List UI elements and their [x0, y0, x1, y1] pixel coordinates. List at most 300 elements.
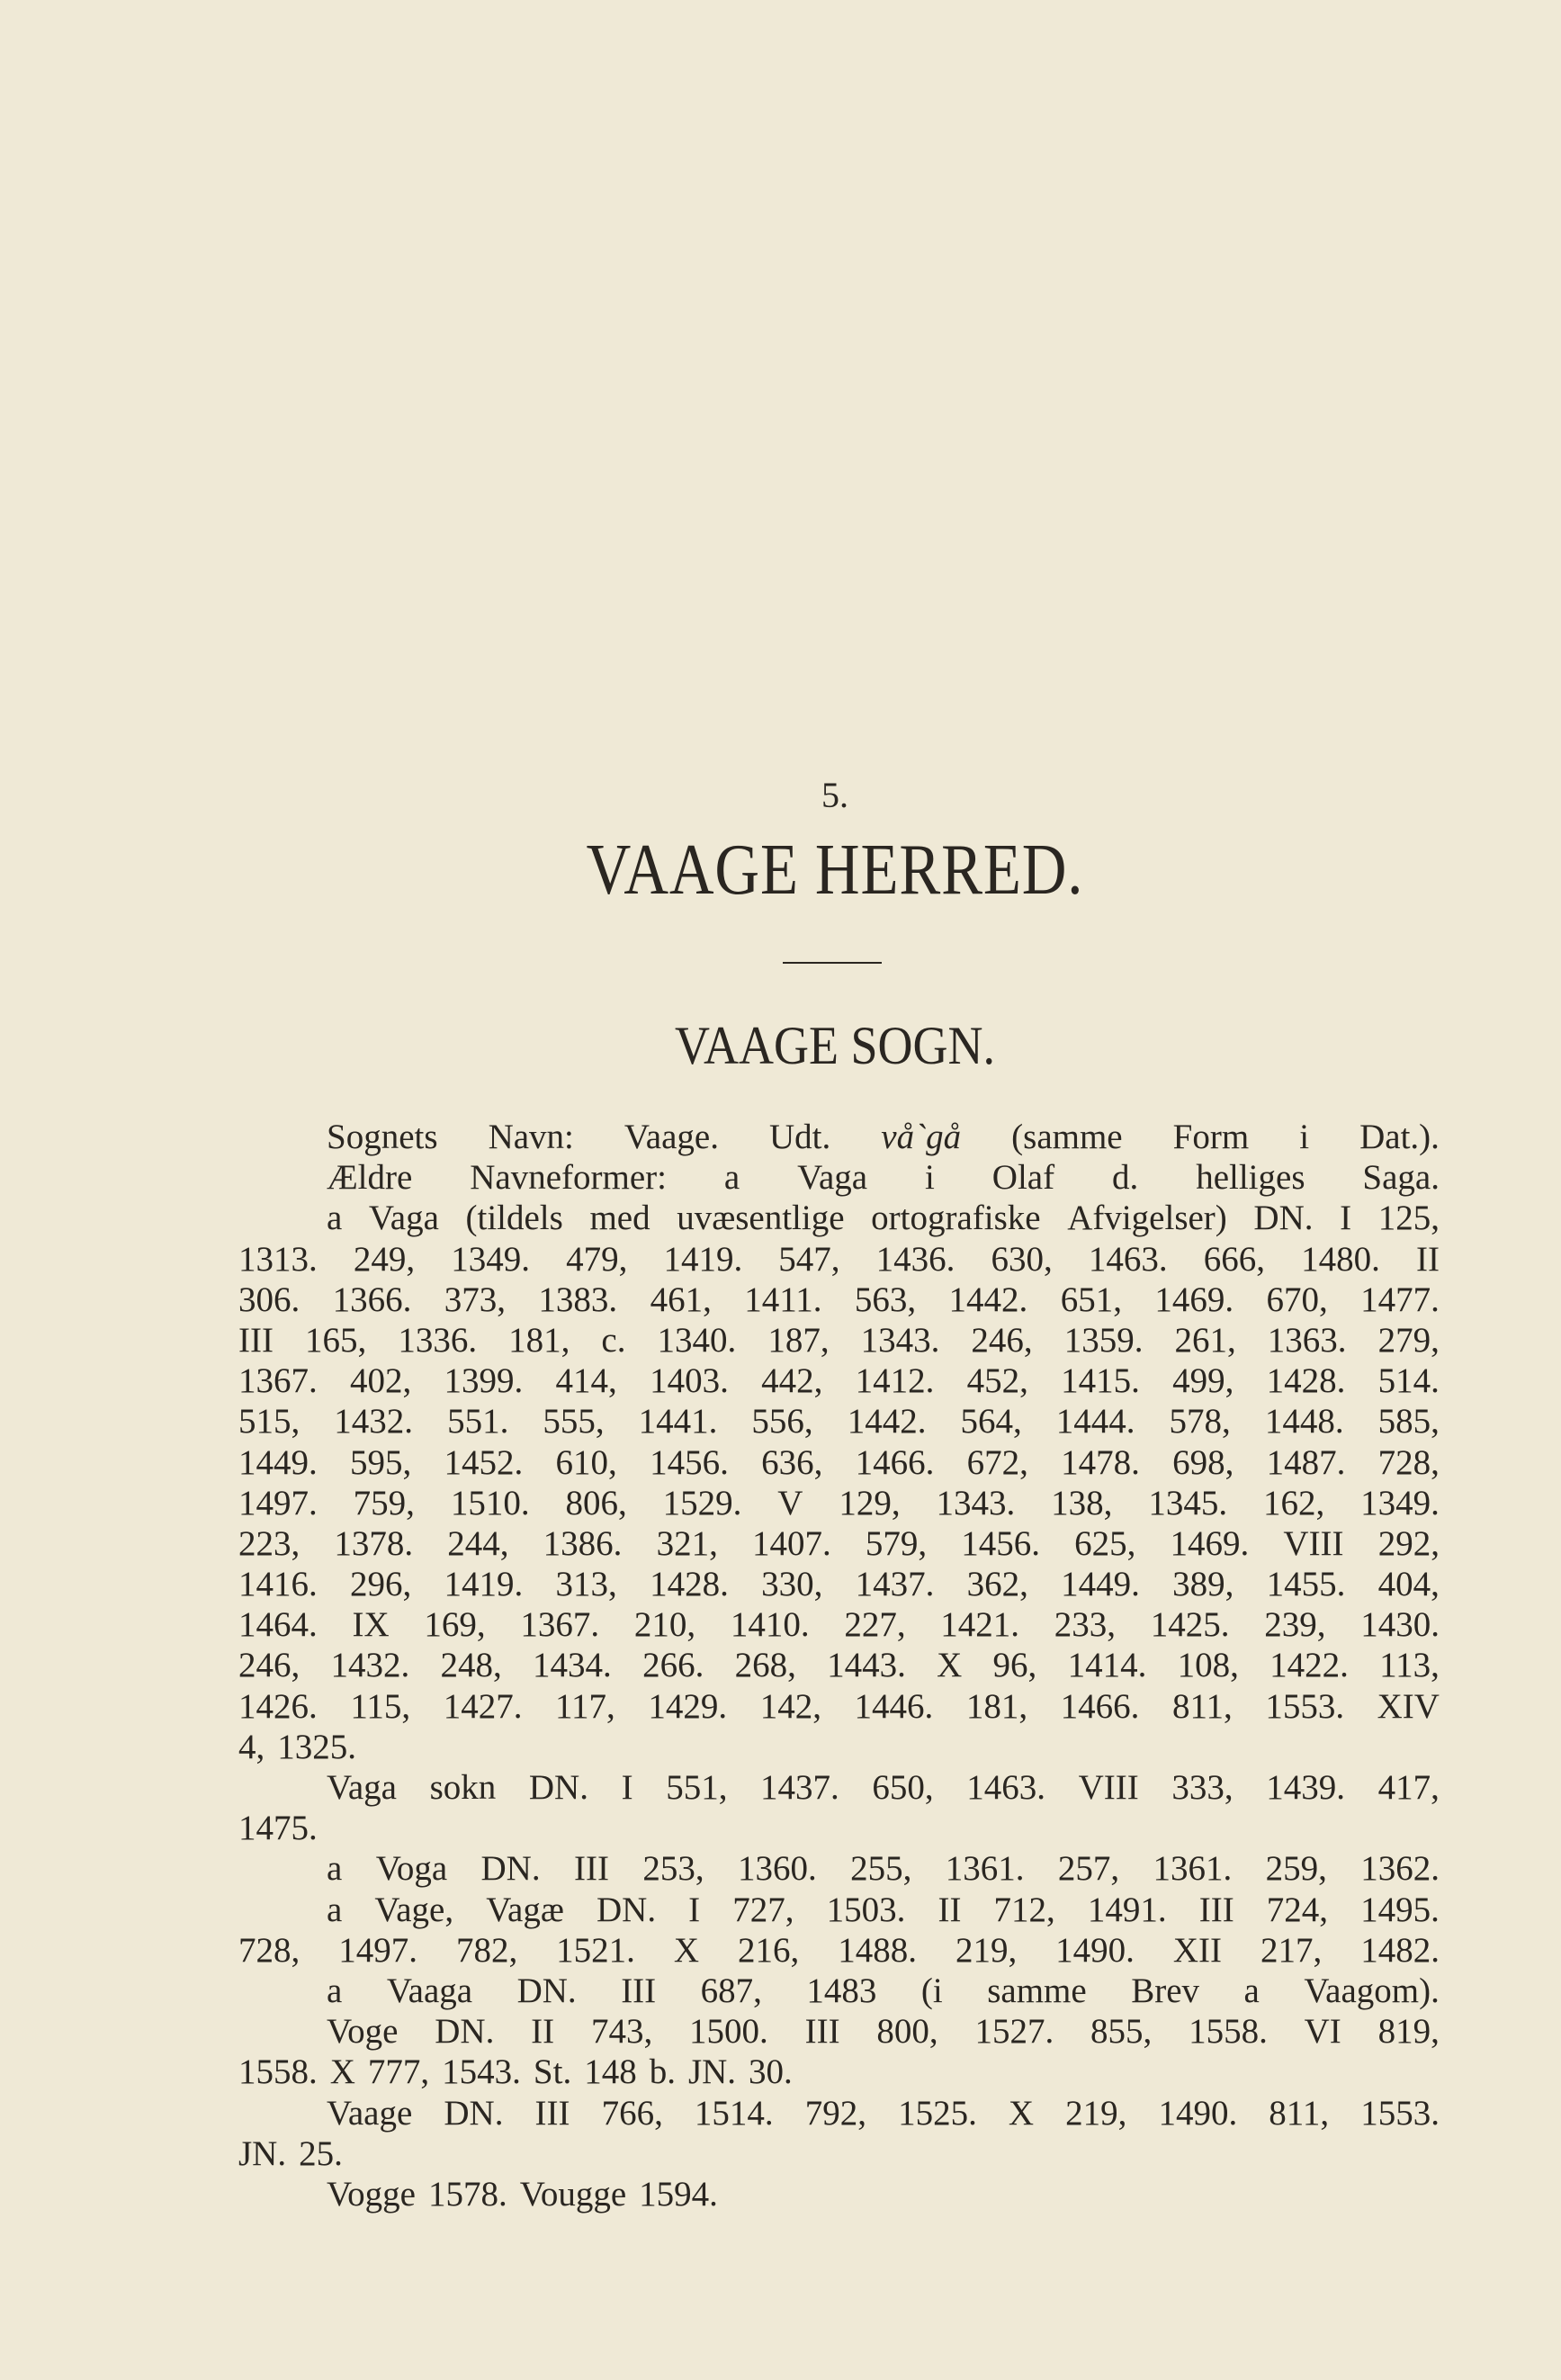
word: 1446. [854, 1686, 934, 1726]
word: 402, [350, 1361, 412, 1401]
word: med [589, 1199, 650, 1238]
word: 651, [1060, 1280, 1122, 1319]
word: 129, [839, 1483, 901, 1522]
word: 306. [238, 1280, 301, 1319]
word: St. [533, 2052, 572, 2092]
word: 1343. [936, 1483, 1016, 1522]
word: 1422. [1269, 1646, 1349, 1685]
word: X [673, 1930, 700, 1970]
word: 670, [1266, 1280, 1328, 1319]
word: VIII [1283, 1523, 1344, 1563]
word: 855, [1090, 2012, 1153, 2052]
word: X [1008, 2093, 1035, 2133]
word: Vaaga [386, 1971, 473, 2010]
word: Saga. [1362, 1158, 1440, 1198]
word: 1487. [1266, 1442, 1346, 1482]
word: 313, [555, 1565, 617, 1604]
word: 672, [966, 1442, 1028, 1482]
word: 1411. [744, 1280, 822, 1319]
word: 1421. [940, 1605, 1020, 1645]
word: 1442. [847, 1402, 927, 1441]
word: Olaf [991, 1158, 1055, 1198]
word: 579, [865, 1523, 928, 1563]
text-line [238, 2052, 1440, 2092]
word: 811, [1269, 2093, 1330, 2133]
word: 1432. [334, 1402, 414, 1441]
word: 1429. [648, 1686, 728, 1726]
word: 556, [751, 1402, 813, 1441]
word: 1503. [826, 1890, 906, 1929]
word: 219, [955, 1930, 1018, 1970]
word: 417, [1377, 1768, 1440, 1807]
word: 1497. [238, 1483, 318, 1522]
word: 728, [1377, 1442, 1440, 1482]
word: 800, [876, 2012, 938, 2052]
body-text [238, 1117, 1440, 2214]
word: 712, [993, 1890, 1055, 1929]
word: 563, [854, 1280, 917, 1319]
word: 1558. [1189, 2012, 1268, 2052]
word: 96, [992, 1646, 1037, 1685]
word: 115, [350, 1686, 411, 1726]
word: 1419. [663, 1239, 743, 1279]
word: III [1198, 1890, 1234, 1929]
section-number: 5. [821, 775, 848, 815]
word: 217, [1260, 1930, 1323, 1970]
word: JN. [238, 2133, 287, 2173]
word: DN. [528, 1768, 588, 1807]
word: 25. [299, 2133, 343, 2173]
word: 333, [1171, 1768, 1234, 1807]
word: III [534, 2093, 570, 2133]
text-line [238, 1442, 1440, 1483]
word: 1363. [1267, 1320, 1347, 1360]
text-line [238, 2011, 1440, 2052]
word: 1452. [444, 1442, 524, 1482]
word: 1456. [961, 1523, 1040, 1563]
word: 1449. [1061, 1565, 1140, 1604]
word: 514. [1377, 1361, 1440, 1401]
word: 259, [1265, 1849, 1327, 1889]
word: 113, [1379, 1646, 1440, 1685]
word: Voga [375, 1849, 448, 1889]
word: 223, [238, 1523, 301, 1563]
word: 724, [1266, 1890, 1329, 1929]
word: 479, [566, 1239, 628, 1279]
word: II [937, 1890, 962, 1929]
word: 268, [734, 1646, 796, 1685]
word: vå`gå [881, 1118, 962, 1156]
text-line [238, 1645, 1440, 1685]
word: 819, [1377, 2012, 1440, 2052]
word: 1361. [1153, 1849, 1233, 1889]
word: 1477. [1360, 1280, 1440, 1319]
word: 1428. [650, 1565, 729, 1604]
word: 1527. [974, 2012, 1054, 2052]
word: 728, [238, 1930, 301, 1970]
title-divider [783, 962, 882, 964]
word: 148 [584, 2052, 637, 2092]
word: 330, [761, 1565, 823, 1604]
word: Vougge [519, 2174, 627, 2214]
word: 389, [1172, 1565, 1234, 1604]
word: JN. [687, 2052, 737, 2092]
word: 1349. [451, 1239, 530, 1279]
word: 1466. [855, 1442, 935, 1482]
word: 248, [440, 1646, 502, 1685]
word: 1497. [338, 1930, 417, 1970]
word: II [1415, 1239, 1440, 1279]
word: 1378. [334, 1523, 414, 1563]
word: Vaga [797, 1158, 868, 1198]
word: d. [1112, 1158, 1139, 1198]
word: 1482. [1360, 1930, 1440, 1970]
word: 555, [543, 1402, 605, 1441]
word: 766, [601, 2093, 663, 2133]
word: 1463. [1088, 1239, 1168, 1279]
word: 253, [642, 1849, 704, 1889]
word: 1345. [1148, 1483, 1228, 1522]
word: 1483 [806, 1971, 877, 2010]
word: I [621, 1768, 633, 1807]
word: Ældre [327, 1158, 413, 1198]
text-line [238, 1604, 1440, 1645]
word: 169, [424, 1605, 486, 1645]
word: helliges [1196, 1158, 1305, 1198]
word: 292, [1377, 1523, 1440, 1563]
word: 1430. [1360, 1605, 1440, 1645]
word: (tildels [465, 1199, 563, 1238]
word: III [804, 2012, 840, 2052]
word: Vaga [327, 1768, 397, 1807]
word: 625, [1074, 1523, 1136, 1563]
word: III [573, 1849, 609, 1889]
word: 1367. [520, 1605, 600, 1645]
word: Navn: [488, 1118, 574, 1156]
word: 1428. [1266, 1361, 1346, 1401]
word: 1325. [277, 1727, 356, 1766]
sogn-title: VAAGE SOGN. [674, 1016, 996, 1075]
word: 257, [1057, 1849, 1120, 1889]
word: 1419. [444, 1565, 524, 1604]
word: 1386. [543, 1523, 623, 1563]
word: 551. [447, 1402, 509, 1441]
word: 1455. [1266, 1565, 1346, 1604]
word: 181, [965, 1686, 1028, 1726]
word: 759, [353, 1483, 415, 1522]
word: 219, [1065, 2093, 1127, 2133]
word: 1442. [948, 1280, 1028, 1319]
word: a [327, 1849, 343, 1889]
word: DN. [435, 2012, 495, 2052]
word: c. [601, 1320, 626, 1360]
word: 1444. [1055, 1402, 1135, 1441]
word: uvæsentlige [677, 1199, 845, 1238]
word: 142, [759, 1686, 821, 1726]
word: VIII [1078, 1768, 1139, 1807]
word: 181, [508, 1320, 570, 1360]
word: 162, [1262, 1483, 1325, 1522]
word: ortografiske [871, 1199, 1041, 1238]
text-line [238, 1808, 1440, 1848]
word: 1553. [1360, 2093, 1440, 2133]
word: 461, [650, 1280, 712, 1319]
word: I [688, 1890, 701, 1929]
word: 1529. [662, 1483, 742, 1522]
word: 1349. [1360, 1483, 1440, 1522]
word: 187, [767, 1320, 830, 1360]
word: Vaagom). [1304, 1971, 1440, 2010]
word: 1360. [737, 1849, 817, 1889]
word: 1525. [898, 2093, 977, 2133]
word: 1412. [855, 1361, 935, 1401]
word: i [1299, 1118, 1310, 1156]
word: Sognets [327, 1118, 438, 1156]
text-line [238, 2174, 1440, 2214]
word: 578, [1169, 1402, 1231, 1441]
word: a [327, 1890, 343, 1929]
word: sokn [429, 1768, 497, 1807]
text-line [238, 1401, 1440, 1441]
word: 1510. [450, 1483, 530, 1522]
word: XIV [1377, 1686, 1440, 1726]
word: 1488. [838, 1930, 917, 1970]
word: 1436. [875, 1239, 955, 1279]
word: 1475. [238, 1809, 318, 1848]
text-line [238, 2133, 1440, 2174]
word: 1399. [444, 1361, 524, 1401]
word: 1480. [1301, 1239, 1380, 1279]
word: samme [987, 1971, 1087, 2010]
word: 1383. [538, 1280, 618, 1319]
word: 564, [960, 1402, 1022, 1441]
word: 792, [804, 2093, 866, 2133]
word: Udt. [769, 1118, 831, 1156]
word: Vaage. [624, 1118, 719, 1156]
word: 165, [305, 1320, 367, 1360]
word: VI [1304, 2012, 1341, 2052]
word: a [327, 1199, 343, 1238]
word: II [531, 2012, 555, 2052]
word: 210, [633, 1605, 696, 1645]
word: (i [920, 1971, 943, 2010]
word: 585, [1377, 1402, 1440, 1441]
word: 216, [738, 1930, 800, 1970]
word: 255, [850, 1849, 912, 1889]
word: 1414. [1067, 1646, 1147, 1685]
word: 1415. [1061, 1361, 1140, 1401]
word: Voge [327, 2012, 399, 2052]
word: 1495. [1360, 1890, 1440, 1929]
word: 1553. [1265, 1686, 1345, 1726]
word: 442, [761, 1361, 823, 1401]
word: 782, [455, 1930, 518, 1970]
word: 650, [872, 1768, 934, 1807]
word: 239, [1264, 1605, 1326, 1645]
word: 1425. [1150, 1605, 1230, 1645]
word: 1403. [650, 1361, 729, 1401]
word: Dat.). [1359, 1118, 1440, 1156]
word: 414, [555, 1361, 617, 1401]
text-line [238, 1686, 1440, 1727]
word: 499, [1172, 1361, 1234, 1401]
word: 246, [238, 1646, 301, 1685]
word: 743, [590, 2012, 653, 2052]
word: Vagæ [486, 1890, 564, 1929]
word: 108, [1177, 1646, 1239, 1685]
word: 1359. [1063, 1320, 1144, 1360]
word: 404, [1377, 1565, 1440, 1604]
word: 1449. [238, 1442, 318, 1482]
word: 1558. [238, 2052, 318, 2092]
word: 1466. [1060, 1686, 1140, 1726]
word: 1410. [730, 1605, 810, 1645]
word: DN. [596, 1890, 657, 1929]
text-line [238, 1361, 1440, 1401]
word: 296, [350, 1565, 412, 1604]
word: 1490. [1055, 1930, 1135, 1970]
word: b. [649, 2052, 676, 2092]
word: 1437. [760, 1768, 839, 1807]
word: IX [352, 1605, 390, 1645]
word: 321, [656, 1523, 718, 1563]
word: a [1243, 1971, 1260, 2010]
word: 727, [732, 1890, 794, 1929]
word: Vogge [327, 2174, 416, 2214]
word: 30. [749, 2052, 793, 2092]
text-line [238, 1727, 1440, 1767]
word: 610, [555, 1442, 617, 1482]
word: 4, [238, 1727, 265, 1766]
word: 1463. [966, 1768, 1046, 1807]
word: 1594. [639, 2174, 718, 2214]
word: 362, [966, 1565, 1028, 1604]
word: 1361. [945, 1849, 1025, 1889]
word: 125, [1377, 1199, 1440, 1238]
text-line [238, 1320, 1440, 1361]
word: 1432. [330, 1646, 410, 1685]
text-line [238, 1239, 1440, 1280]
word: 1362. [1360, 1849, 1440, 1889]
word: 246, [971, 1320, 1033, 1360]
text-line [238, 1930, 1440, 1971]
word: DN. [444, 2093, 504, 2133]
text-line [238, 2093, 1440, 2133]
word: 1336. [398, 1320, 478, 1360]
word: DN. [516, 1971, 577, 2010]
word: 1443. [827, 1646, 906, 1685]
word: 698, [1172, 1442, 1234, 1482]
text-line [238, 1483, 1440, 1523]
word: I [1340, 1199, 1352, 1238]
word: 1439. [1266, 1768, 1345, 1807]
word: 1514. [694, 2093, 774, 2133]
text-line [238, 1890, 1440, 1930]
word: 1543. [442, 2052, 521, 2092]
word: 227, [844, 1605, 906, 1645]
word: Afvigelser) [1067, 1199, 1227, 1238]
word: 1469. [1170, 1523, 1250, 1563]
word: 1366. [332, 1280, 412, 1319]
word: 1491. [1087, 1890, 1167, 1929]
text-line [238, 1157, 1440, 1198]
word: 138, [1051, 1483, 1113, 1522]
word: 811, [1171, 1686, 1233, 1726]
text-line [238, 1198, 1440, 1238]
text-line [238, 1848, 1440, 1889]
word: 117, [555, 1686, 615, 1726]
word: 1343. [860, 1320, 940, 1360]
word: 636, [761, 1442, 823, 1482]
word: 515, [238, 1402, 301, 1441]
word: 630, [991, 1239, 1053, 1279]
word: 1416. [238, 1565, 318, 1604]
word: 452, [966, 1361, 1028, 1401]
word: 1448. [1264, 1402, 1344, 1441]
word: 1469. [1154, 1280, 1234, 1319]
word: X [937, 1646, 963, 1685]
word: 687, [700, 1971, 762, 2010]
word: 1441. [638, 1402, 718, 1441]
text-line [238, 1280, 1440, 1320]
word: DN. [480, 1849, 541, 1889]
word: V [777, 1483, 803, 1522]
word: 1434. [533, 1646, 612, 1685]
text-line [238, 1564, 1440, 1604]
word: 1367. [238, 1361, 318, 1401]
word: 1340. [657, 1320, 737, 1360]
word: 595, [350, 1442, 412, 1482]
word: 244, [447, 1523, 509, 1563]
word: Brev [1131, 1971, 1200, 2010]
word: 777, [367, 2052, 430, 2092]
word: Vaga [368, 1199, 439, 1238]
word: 1478. [1061, 1442, 1140, 1482]
word: 1456. [650, 1442, 729, 1482]
word: 1500. [689, 2012, 768, 2052]
word: DN. [1253, 1199, 1314, 1238]
word: XII [1172, 1930, 1223, 1970]
word: X [329, 2052, 355, 2092]
word: 666, [1203, 1239, 1265, 1279]
word: III [238, 1320, 274, 1360]
word: 373, [444, 1280, 507, 1319]
word: 233, [1054, 1605, 1117, 1645]
word: a [723, 1158, 740, 1198]
text-line [238, 1117, 1440, 1157]
word: Vaage [327, 2093, 413, 2133]
word: 1521. [556, 1930, 635, 1970]
text-line [238, 1971, 1440, 2011]
word: (samme [1011, 1118, 1123, 1156]
word: 551, [666, 1768, 728, 1807]
word: 1426. [238, 1686, 318, 1726]
herred-title: VAAGE HERRED. [586, 831, 1084, 910]
word: 279, [1377, 1320, 1440, 1360]
word: 1407. [751, 1523, 831, 1563]
word: 1578. [427, 2174, 507, 2214]
word: 547, [778, 1239, 840, 1279]
word: Vage, [374, 1890, 454, 1929]
word: 261, [1174, 1320, 1236, 1360]
word: 1464. [238, 1605, 318, 1645]
word: Form [1172, 1118, 1250, 1156]
word: III [621, 1971, 657, 2010]
word: 806, [565, 1483, 627, 1522]
text-line [238, 1523, 1440, 1564]
word: 266. [642, 1646, 704, 1685]
word: 1437. [855, 1565, 935, 1604]
